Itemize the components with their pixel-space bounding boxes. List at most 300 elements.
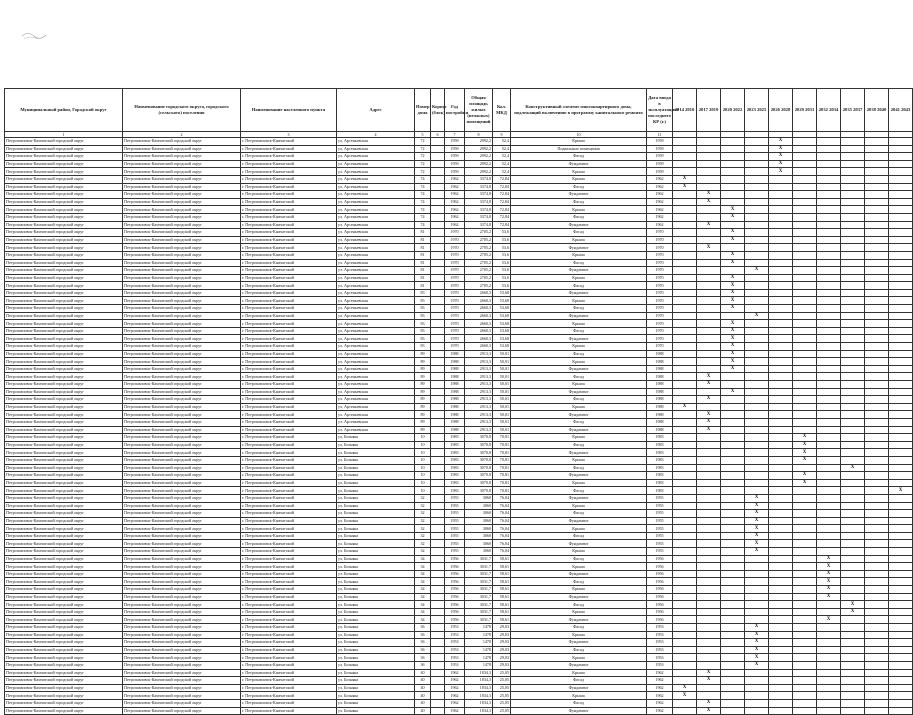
period-cell	[673, 350, 697, 358]
period-cell	[673, 153, 697, 161]
period-cell	[841, 365, 865, 373]
cell-a: ул. Арсеньевская	[337, 221, 415, 229]
period-cell	[769, 191, 793, 199]
period-cell	[889, 532, 913, 540]
table-row	[5, 540, 913, 548]
period-cell	[889, 305, 913, 313]
cell-ar: 2913,3	[465, 403, 493, 411]
cell-d: Петропавловск-Камчатский городской округ	[5, 494, 123, 502]
cell-s: Петропавловск-Камчатский городской округ	[123, 206, 241, 214]
cell-s: Петропавловск-Камчатский городской округ	[123, 213, 241, 221]
period-cell	[889, 259, 913, 267]
period-cell	[889, 654, 913, 662]
period-cell	[793, 297, 817, 305]
cell-s: Петропавловск-Камчатский городской округ	[123, 699, 241, 707]
cell-b	[431, 563, 445, 571]
period-cell	[865, 221, 889, 229]
period-cell	[817, 175, 841, 183]
period-cell	[817, 449, 841, 457]
period-cell	[889, 699, 913, 707]
period-cell	[889, 388, 913, 396]
period-cell: X	[721, 327, 745, 335]
cell-n: 72,84	[493, 183, 511, 191]
cell-ar: 1478	[465, 624, 493, 632]
period-cell	[697, 343, 721, 351]
cell-s: Петропавловск-Камчатский городской округ	[123, 494, 241, 502]
period-cell	[889, 578, 913, 586]
period-cell	[769, 259, 793, 267]
cell-el: Фасад	[511, 373, 647, 381]
cell-b	[431, 661, 445, 669]
period-cell	[889, 411, 913, 419]
column-number: 1	[5, 132, 123, 138]
cell-s: Петропавловск-Камчатский городской округ	[123, 388, 241, 396]
period-cell	[865, 540, 889, 548]
period-cell	[769, 206, 793, 214]
period-cell	[697, 305, 721, 313]
period-cell: X	[697, 198, 721, 206]
table-row	[5, 699, 913, 707]
cell-el: Крыша	[511, 456, 647, 464]
period-cell	[841, 274, 865, 282]
period-cell	[889, 403, 913, 411]
period-cell: X	[721, 365, 745, 373]
period-cell: X	[745, 661, 769, 669]
period-cell	[841, 305, 865, 313]
period-cell	[817, 684, 841, 692]
period-cell	[673, 145, 697, 153]
period-cell	[769, 350, 793, 358]
period-cell	[745, 168, 769, 176]
cell-t: г. Петропавловск-Камчатский	[241, 661, 337, 669]
period-cell	[673, 532, 697, 540]
period-cell	[793, 426, 817, 434]
cell-a: ул. Бохняка	[337, 570, 415, 578]
period-cell	[841, 631, 865, 639]
period-cell	[865, 601, 889, 609]
cell-n: 50,01	[493, 373, 511, 381]
period-cell	[745, 320, 769, 328]
table-row	[5, 661, 913, 669]
period-cell	[889, 153, 913, 161]
cell-n: 70,81	[493, 479, 511, 487]
cell-ar: 2705,2	[465, 229, 493, 237]
column-header: Наименование населенного пункта	[241, 89, 337, 132]
period-cell	[889, 138, 913, 146]
period-cell	[817, 312, 841, 320]
cell-y: 1962	[445, 692, 465, 700]
period-cell	[817, 153, 841, 161]
period-cell	[865, 525, 889, 533]
cell-s: Петропавловск-Камчатский городской округ	[123, 350, 241, 358]
column-header: Наименование городского округа, городского (сельского) поселения	[123, 89, 241, 132]
cell-n: 29,03	[493, 661, 511, 669]
period-cell	[889, 441, 913, 449]
period-cell	[745, 282, 769, 290]
cell-b	[431, 418, 445, 426]
cell-s: Петропавловск-Камчатский городской округ	[123, 153, 241, 161]
cell-ar: 1478	[465, 661, 493, 669]
table-row	[5, 479, 913, 487]
cell-el: Фундамент	[511, 335, 647, 343]
cell-d: Петропавловск-Камчатский городской округ	[5, 479, 123, 487]
period-cell	[889, 563, 913, 571]
period-cell	[697, 661, 721, 669]
period-cell	[769, 464, 793, 472]
cell-b	[431, 251, 445, 259]
cell-b	[431, 282, 445, 290]
cell-a: ул. Бохняка	[337, 616, 415, 624]
cell-b	[431, 244, 445, 252]
cell-el: Фундамент	[511, 388, 647, 396]
cell-dt: 1955	[647, 548, 673, 556]
cell-el: Фундамент	[511, 472, 647, 480]
cell-y: 1988	[445, 358, 465, 366]
table-row	[5, 532, 913, 540]
period-cell	[793, 510, 817, 518]
cell-n: 76,04	[493, 494, 511, 502]
period-cell	[697, 175, 721, 183]
cell-d: Петропавловск-Камчатский городской округ	[5, 175, 123, 183]
cell-a: ул. Бохняка	[337, 502, 415, 510]
table-row	[5, 312, 913, 320]
cell-d: Петропавловск-Камчатский городской округ	[5, 563, 123, 571]
table-row	[5, 586, 913, 594]
period-cell: X	[697, 418, 721, 426]
cell-n: 53,6	[493, 229, 511, 237]
period-cell	[721, 616, 745, 624]
period-cell	[673, 418, 697, 426]
cell-ar: 2660,3	[465, 343, 493, 351]
cell-d: Петропавловск-Камчатский городской округ	[5, 669, 123, 677]
cell-dt: 1988	[647, 403, 673, 411]
period-cell: X	[721, 259, 745, 267]
cell-a: ул. Бохняка	[337, 692, 415, 700]
period-cell	[721, 661, 745, 669]
period-cell	[889, 198, 913, 206]
cell-ar: 1834,3	[465, 669, 493, 677]
period-cell	[865, 183, 889, 191]
period-cell	[841, 335, 865, 343]
period-cell	[841, 692, 865, 700]
period-cell	[793, 646, 817, 654]
period-cell: X	[745, 502, 769, 510]
period-cell	[745, 213, 769, 221]
cell-y: 1988	[445, 403, 465, 411]
cell-s: Петропавловск-Камчатский городской округ	[123, 221, 241, 229]
period-cell	[865, 198, 889, 206]
cell-d: Петропавловск-Камчатский городской округ	[5, 312, 123, 320]
cell-dt: 1962	[647, 707, 673, 715]
cell-n: 70,81	[493, 449, 511, 457]
period-cell	[841, 510, 865, 518]
period-cell	[865, 305, 889, 313]
period-cell	[769, 699, 793, 707]
cell-el: Крыша	[511, 138, 647, 146]
cell-t: г. Петропавловск-Камчатский	[241, 578, 337, 586]
period-cell	[721, 472, 745, 480]
period-cell	[793, 684, 817, 692]
cell-ar: 3070,8	[465, 441, 493, 449]
cell-y: 1970	[445, 289, 465, 297]
cell-n: 76,04	[493, 502, 511, 510]
cell-el: Фасад	[511, 418, 647, 426]
cell-el: Фундамент	[511, 365, 647, 373]
cell-n: 29,03	[493, 624, 511, 632]
cell-h: 34	[415, 616, 431, 624]
cell-dt: 1956	[647, 601, 673, 609]
period-cell	[745, 373, 769, 381]
cell-s: Петропавловск-Камчатский городской округ	[123, 639, 241, 647]
cell-y: 1988	[445, 418, 465, 426]
period-cell	[793, 213, 817, 221]
period-cell	[841, 198, 865, 206]
period-cell	[865, 661, 889, 669]
cell-ar: 2705,2	[465, 251, 493, 259]
cell-h: 40	[415, 699, 431, 707]
period-cell	[793, 229, 817, 237]
period-cell: X	[673, 403, 697, 411]
period-cell	[745, 350, 769, 358]
cell-el: Крыша	[511, 548, 647, 556]
cell-d: Петропавловск-Камчатский городской округ	[5, 229, 123, 237]
cell-n: 70,81	[493, 434, 511, 442]
table-row	[5, 616, 913, 624]
cell-a: ул. Бохняка	[337, 646, 415, 654]
period-cell	[697, 145, 721, 153]
cell-h: 89	[415, 411, 431, 419]
period-cell: X	[793, 456, 817, 464]
period-cell	[865, 677, 889, 685]
column-header: 2023 2025	[745, 89, 769, 132]
cell-t: г. Петропавловск-Камчатский	[241, 327, 337, 335]
period-cell	[817, 661, 841, 669]
period-cell	[841, 145, 865, 153]
period-cell	[745, 608, 769, 616]
period-cell	[889, 661, 913, 669]
cell-ar: 3031,7	[465, 563, 493, 571]
cell-b	[431, 692, 445, 700]
period-cell: X	[817, 563, 841, 571]
period-cell	[673, 586, 697, 594]
cell-s: Петропавловск-Камчатский городской округ	[123, 274, 241, 282]
cell-t: г. Петропавловск-Камчатский	[241, 684, 337, 692]
period-cell	[889, 236, 913, 244]
period-cell	[673, 206, 697, 214]
period-cell	[841, 654, 865, 662]
period-cell	[769, 327, 793, 335]
period-cell	[721, 418, 745, 426]
cell-h: 81	[415, 267, 431, 275]
cell-d: Петропавловск-Камчатский городской округ	[5, 183, 123, 191]
cell-t: г. Петропавловск-Камчатский	[241, 494, 337, 502]
cell-a: ул. Арсеньевская	[337, 138, 415, 146]
period-cell	[769, 396, 793, 404]
period-cell	[865, 434, 889, 442]
cell-dt: 1970	[647, 229, 673, 237]
cell-a: ул. Арсеньевская	[337, 229, 415, 237]
cell-a: ул. Бохняка	[337, 699, 415, 707]
cell-h: 32	[415, 540, 431, 548]
cell-dt: 1988	[647, 426, 673, 434]
period-cell	[841, 441, 865, 449]
period-cell	[889, 494, 913, 502]
cell-a: ул. Бохняка	[337, 661, 415, 669]
column-number: 11	[647, 132, 673, 138]
period-cell	[745, 593, 769, 601]
period-cell	[817, 244, 841, 252]
table-row	[5, 138, 913, 146]
period-cell	[721, 153, 745, 161]
period-cell	[817, 418, 841, 426]
period-cell	[769, 282, 793, 290]
cell-h: 89	[415, 418, 431, 426]
capital-repair-program-sheet	[4, 88, 911, 715]
cell-t: г. Петропавловск-Камчатский	[241, 229, 337, 237]
period-cell	[817, 213, 841, 221]
period-cell	[721, 517, 745, 525]
cell-b	[431, 138, 445, 146]
period-cell	[673, 707, 697, 715]
cell-d: Петропавловск-Камчатский городской округ	[5, 221, 123, 229]
period-cell	[697, 517, 721, 525]
cell-d: Петропавловск-Камчатский городской округ	[5, 707, 123, 715]
cell-el: Фасад	[511, 699, 647, 707]
period-cell	[865, 289, 889, 297]
period-cell	[673, 494, 697, 502]
period-cell	[865, 358, 889, 366]
period-cell: X	[697, 669, 721, 677]
cell-d: Петропавловск-Камчатский городской округ	[5, 510, 123, 518]
cell-n: 76,04	[493, 540, 511, 548]
period-cell	[889, 464, 913, 472]
period-cell	[745, 434, 769, 442]
cell-n: 58,61	[493, 608, 511, 616]
cell-ar: 3374,8	[465, 183, 493, 191]
cell-a: ул. Бохняка	[337, 472, 415, 480]
period-cell	[769, 646, 793, 654]
cell-el: Крыша	[511, 586, 647, 594]
cell-t: г. Петропавловск-Камчатский	[241, 616, 337, 624]
period-cell	[745, 411, 769, 419]
cell-dt: 1962	[647, 221, 673, 229]
period-cell	[865, 510, 889, 518]
cell-d: Петропавловск-Камчатский городской округ	[5, 327, 123, 335]
cell-el: Фасад	[511, 601, 647, 609]
cell-h: 34	[415, 593, 431, 601]
table-row	[5, 456, 913, 464]
table-row	[5, 236, 913, 244]
period-cell	[865, 335, 889, 343]
cell-t: г. Петропавловск-Камчатский	[241, 586, 337, 594]
table-row	[5, 335, 913, 343]
column-header: Номер дома	[415, 89, 431, 132]
cell-t: г. Петропавловск-Камчатский	[241, 335, 337, 343]
cell-ar: 3031,7	[465, 578, 493, 586]
period-cell	[721, 183, 745, 191]
table-row	[5, 418, 913, 426]
scan-smudge-mark	[20, 30, 48, 42]
cell-dt: 1988	[647, 411, 673, 419]
cell-d: Петропавловск-Камчатский городской округ	[5, 320, 123, 328]
period-cell	[889, 381, 913, 389]
period-cell	[769, 631, 793, 639]
cell-a: ул. Арсеньевская	[337, 411, 415, 419]
cell-t: г. Петропавловск-Камчатский	[241, 350, 337, 358]
cell-b	[431, 350, 445, 358]
cell-b	[431, 411, 445, 419]
period-cell	[673, 646, 697, 654]
cell-dt: 1962	[647, 183, 673, 191]
period-cell	[697, 320, 721, 328]
cell-dt: 1955	[647, 517, 673, 525]
period-cell	[697, 335, 721, 343]
cell-h: 72	[415, 160, 431, 168]
cell-y: 1970	[445, 267, 465, 275]
cell-ar: 2660,3	[465, 297, 493, 305]
cell-ar: 2660,3	[465, 335, 493, 343]
period-cell	[769, 456, 793, 464]
cell-d: Петропавловск-Камчатский городской округ	[5, 358, 123, 366]
period-cell	[673, 510, 697, 518]
period-cell	[721, 624, 745, 632]
cell-h: 10	[415, 479, 431, 487]
cell-s: Петропавловск-Камчатский городской округ	[123, 358, 241, 366]
cell-h: 32	[415, 532, 431, 540]
period-cell	[697, 525, 721, 533]
period-cell	[697, 160, 721, 168]
cell-t: г. Петропавловск-Камчатский	[241, 282, 337, 290]
table-row	[5, 305, 913, 313]
period-cell	[793, 236, 817, 244]
cell-ar: 3374,8	[465, 221, 493, 229]
cell-h: 81	[415, 282, 431, 290]
cell-a: ул. Бохняка	[337, 456, 415, 464]
period-cell	[745, 138, 769, 146]
period-cell	[697, 434, 721, 442]
period-cell	[817, 517, 841, 525]
period-cell	[673, 593, 697, 601]
period-cell	[889, 510, 913, 518]
period-cell	[745, 365, 769, 373]
cell-t: г. Петропавловск-Камчатский	[241, 631, 337, 639]
period-cell: X	[817, 586, 841, 594]
period-cell	[745, 684, 769, 692]
cell-dt: 1955	[647, 525, 673, 533]
cell-b	[431, 388, 445, 396]
period-cell	[721, 145, 745, 153]
cell-n: 25,05	[493, 699, 511, 707]
table-row	[5, 411, 913, 419]
period-cell: X	[721, 343, 745, 351]
period-cell	[673, 168, 697, 176]
period-cell	[865, 570, 889, 578]
cell-s: Петропавловск-Камчатский городской округ	[123, 616, 241, 624]
cell-d: Петропавловск-Камчатский городской округ	[5, 654, 123, 662]
cell-y: 1955	[445, 510, 465, 518]
cell-b	[431, 145, 445, 153]
period-cell	[721, 570, 745, 578]
table-row	[5, 434, 913, 442]
period-cell: X	[745, 624, 769, 632]
cell-el: Фасад	[511, 153, 647, 161]
cell-a: ул. Арсеньевская	[337, 403, 415, 411]
cell-d: Петропавловск-Камчатский городской округ	[5, 434, 123, 442]
period-cell	[793, 548, 817, 556]
period-cell	[865, 593, 889, 601]
period-cell	[793, 639, 817, 647]
period-cell	[697, 646, 721, 654]
